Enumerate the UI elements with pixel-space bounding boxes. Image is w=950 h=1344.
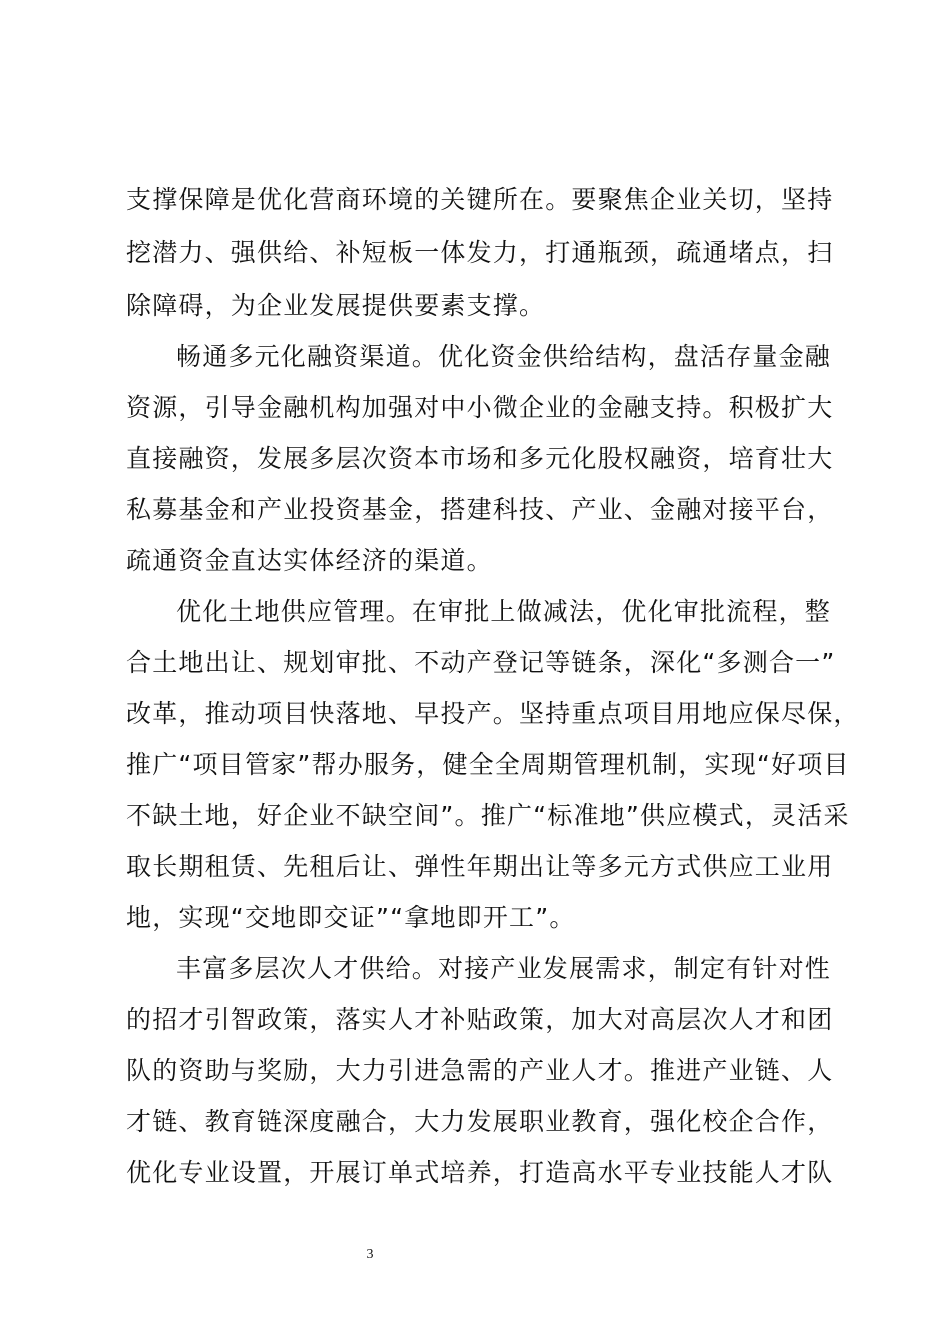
text-line: 才链、教育链深度融合，大力发展职业教育，强化校企合作， (126, 1107, 834, 1136)
text-line: 队的资助与奖励，大力引进急需的产业人才。推进产业链、人 (126, 1056, 834, 1085)
text-line: 私募基金和产业投资基金，搭建科技、产业、金融对接平台， (126, 495, 834, 524)
text-line: 地，实现“交地即交证”“拿地即开工”。 (126, 903, 576, 932)
text-line: 不缺土地，好企业不缺空间”。推广“标准地”供应模式，灵活采 (126, 801, 850, 830)
paragraph-heading-line: 畅通多元化融资渠道。优化资金供给结构，盘活存量金融 (176, 342, 832, 371)
text-line: 合土地出让、规划审批、不动产登记等链条，深化“多测合一” (126, 648, 836, 677)
text-line: 取长期租赁、先租后让、弹性年期出让等多元方式供应工业用 (126, 852, 834, 881)
paragraph-heading-line: 优化土地供应管理。在审批上做减法，优化审批流程，整 (176, 597, 832, 626)
text-line: 疏通资金直达实体经济的渠道。 (126, 546, 493, 575)
text-line: 推广“项目管家”帮办服务，健全全周期管理机制，实现“好项目 (126, 750, 850, 779)
page-number: 3 (366, 1247, 374, 1262)
text-line: 优化专业设置，开展订单式培养，打造高水平专业技能人才队 (126, 1158, 834, 1187)
text-line: 直接融资，发展多层次资本市场和多元化股权融资，培育壮大 (126, 444, 834, 473)
paragraph-heading-line: 丰富多层次人才供给。对接产业发展需求，制定有针对性 (176, 954, 832, 983)
text-line: 除障碍，为企业发展提供要素支撑。 (126, 291, 546, 320)
text-line: 改革，推动项目快落地、早投产。坚持重点项目用地应保尽保， (126, 699, 860, 728)
text-line: 的招才引智政策，落实人才补贴政策，加大对高层次人才和团 (126, 1005, 834, 1034)
text-line: 支撑保障是优化营商环境的关键所在。要聚焦企业关切，坚持 (126, 185, 834, 214)
text-line: 挖潜力、强供给、补短板一体发力，打通瓶颈，疏通堵点，扫 (126, 238, 834, 267)
text-line: 资源，引导金融机构加强对中小微企业的金融支持。积极扩大 (126, 393, 834, 422)
